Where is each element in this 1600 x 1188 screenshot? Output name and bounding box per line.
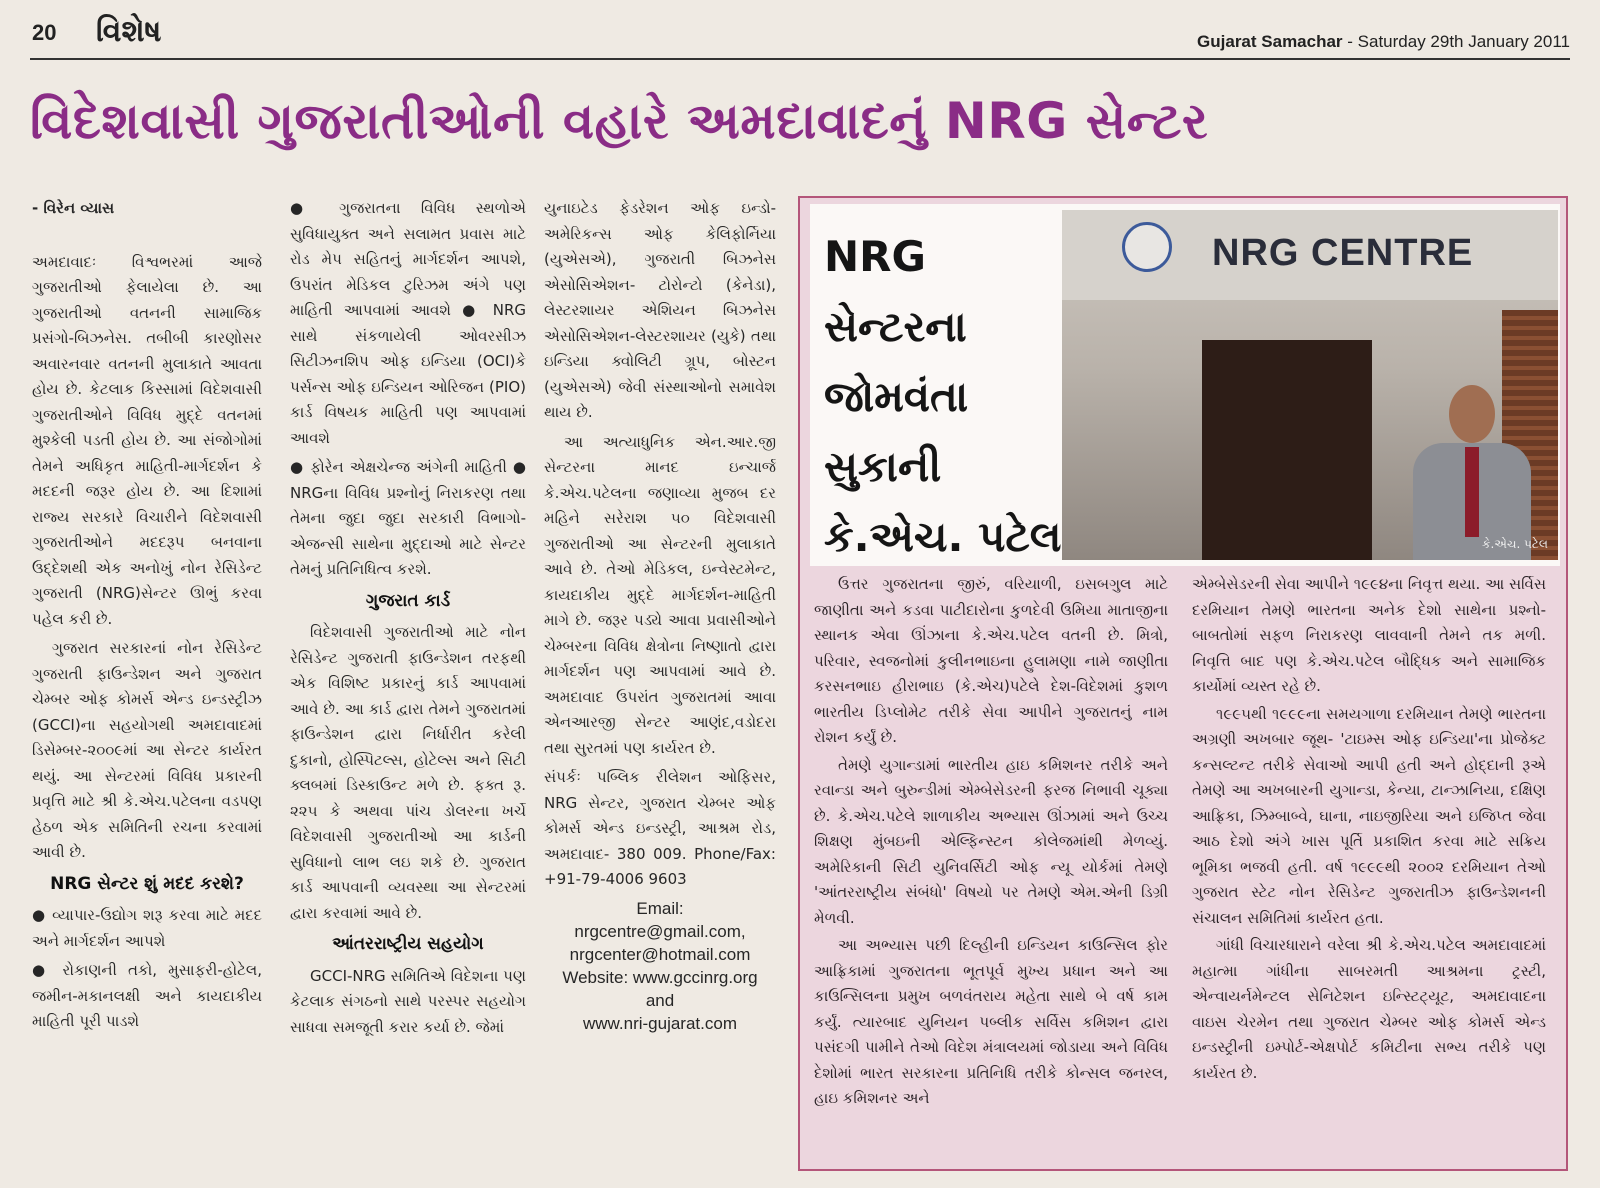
website-link[interactable]: Website: www.gccinrg.org [562,967,758,987]
feature-paragraph: તેમણે યુગાન્ડામાં ભારતીય હાઇ કમિશનર તરીકે અને રવાન્ડા અને બુરુન્ડીમાં એમ્બેસેડરની ફરજ નિભાવી ચૂક્યા છે. કે.એચ.પટેલે શાળાકીય અભ્યાસ ઊંઝામાં અને ઉચ્ચ શિક્ષણ મુંબઇની એલ્ફિન્સ્ટન કોલેજમાંથી મેળવ્યું. અમેરિકાની સિટી યુનિવર્સિટી ઓફ ન્યૂ યોર્કમાં તેમણે 'આંતરરાષ્ટ્રીય સંબંધો' વિષયો પર તેમણે એમ.એની ડિગ્રી મેળવી. [814,755,1168,927]
paper-name: Gujarat Samachar [1197,32,1343,51]
header-rule [30,58,1570,60]
portrait-photo [1062,210,1558,560]
article-paragraph: યુનાઇટેડ ફેડરેશન ઓફ ઇન્ડો-અમેરિકન્સ ઓફ કેલિફોર્નિયા (યુએસએ), ગુજરાતી બિઝનેસ એસોસિએશન- ટોરોન્ટો (કેનેડા), લેસ્ટરશાયર એશિયન બિઝનેસ એસોસિએશન-લેસ્ટરશાયર (યુકે) તથા ઇન્ડિયા ક્વોલિટી ગ્રૂપ, બોસ્ટન (યુએસએ) જેવી સંસ્થાઓનો સમાવેશ થાય છે. [544,199,776,421]
feature-title-line: સેન્ટરના [824,302,967,351]
subheading: ગુજરાત કાર્ડ [365,590,451,611]
photo-caption: કે.એચ. પટેલ [1481,537,1548,551]
feature-column-1 [814,572,1168,1164]
article-paragraph: આ અત્યાધુનિક એન.આર.જી સેન્ટરના માનદ ઇન્ચાર્જ કે.એચ.પટેલના જણાવ્યા મુજબ દર મહિને સરેરાશ ૫૦ વિદેશવાસી ગુજરાતીઓ આ સેન્ટરની મુલાકાતે આવે છે. તેઓ મેડિકલ, ઇન્વેસ્ટમેન્ટ, કાયદાકીય મુદ્દે માર્ગદર્શન-માહિતી માગે છે. જરૂર પડ્યે આવા પ્રવાસીઓને ચેમ્બરના વિવિધ ક્ષેત્રોના નિષ્ણાતો દ્વારા માર્ગદર્શન પણ આપવામાં આવે છે. અમદાવાદ ઉપરાંત ગુજરાતમાં આવા એનઆરજી સેન્ટર આણંદ,વડોદરા તથા સુરતમાં પણ કાર્યરત છે. [544,432,776,757]
issue-date: - Saturday 29th January 2011 [1342,32,1570,51]
feature-title-line: NRG [824,232,926,281]
feature-box [798,196,1568,1171]
logo-icon [1122,222,1172,272]
person-head [1449,385,1495,443]
bullet-item: ● ગુજરાતના વિવિધ સ્થળોએ સુવિધાયુક્ત અને સલામત પ્રવાસ માટે રોડ મેપ સહિતનું માર્ગદર્શન આપશે, ઉપરાંત મેડિકલ ટુરિઝમ અંગે પણ માહિતી આપવામાં આવશે ● NRG સાથે સંકળાયેલી ઓવરસીઝ સિટીઝનશિપ ઓફ ઇન્ડિયા (OCI)કે પર્સન્સ ઓફ ઇન્ડિયન ઓરિજન (PIO) કાર્ડ વિષયક માહિતી પણ આપવામાં આવશે [290,199,526,447]
person-figure [1407,385,1537,560]
website-link[interactable]: www.nri-gujarat.com [583,1013,737,1033]
email-link[interactable]: nrgcentre@gmail.com, [574,921,746,941]
feature-paragraph: ઉત્તર ગુજરાતના જીરું, વરિયાળી, ઇસબગુલ માટે જાણીતા અને કડવા પાટીદારોના કુળદેવી ઉમિયા માતાજીના સ્થાનક એવા ઊંઝાના કે.એચ.પટેલ વતની છે. મિત્રો, પરિવાર, સ્વજનોમાં કુલીનભાઇના હુલામણા નામે જાણીતા કરસનભાઇ હીરાભાઇ (કે.એચ)પટેલે દેશ-વિદેશમાં કુશળ ભારતીય ડિપ્લોમેટ તરીકે સેવા આપીને ગુજરાતનું નામ રોશન કર્યું છે. [814,575,1168,746]
bullet-item: ● વ્યાપાર-ઉદ્યોગ શરૂ કરવા માટે મદદ અને માર્ગદર્શન આપશે [32,906,262,950]
column-2 [290,196,526,1171]
article-paragraph: વિદેશવાસી ગુજરાતીઓ માટે નોન રેસિડેન્ટ ગુજરાતી ફાઉન્ડેશન તરફથી એક વિશિષ્ટ પ્રકારનું કાર્ડ આપવામાં આવે છે. આ કાર્ડ દ્વારા તેમને ગુજરાતમાં ફાઉન્ડેશન દ્વારા નિર્ધારીત કરેલી દુકાનો, હોસ્પિટલ્સ, હોટેલ્સ અને સિટી ક્લબમાં ડિસ્કાઉન્ટ મળે છે. ફક્ત રૂ. ૨૨૫ કે અથવા પાંચ ડોલરના ખર્ચે વિદેશવાસી ગુજરાતીઓ આ કાર્ડની સુવિધાનો લાભ લઇ શકે છે. ગુજરાત કાર્ડ આપવાની વ્યવસ્થા આ સેન્ટરમાં દ્વારા કરવામાં આવે છે. [290,623,526,922]
section-title: વિશેષ [96,14,162,49]
article-paragraph: ગુજરાત સરકારનાં નોન રેસિડેન્ટ ગુજરાતી ફાઉન્ડેશન અને ગુજરાત ચેમ્બર ઓફ કોમર્સ એન્ડ ઇન્ડસ્ટ્રીઝ (GCCI)ના સહયોગથી અમદાવાદમાં ડિસેમ્બર-૨૦૦૯માં આ સેન્ટર કાર્યરત થયું. આ સેન્ટરમાં વિવિધ પ્રકારની પ્રવૃત્તિ માટે શ્રી કે.એચ.પટેલના વડપણ હેઠળ એક સમિતિની રચના કરવામાં આવી છે. [32,639,262,861]
feature-title [824,222,1084,572]
feature-title-line: જોમવંતા [824,372,969,421]
photo-door [1202,340,1372,560]
article-paragraph: અમદાવાદઃ વિશ્વભરમાં આજે ગુજરાતીઓ ફેલાયેલા છે. આ ગુજરાતીઓ વતનની સામાજિક પ્રસંગો-બિઝનેસ. તબીબી કારણોસર અવારનવાર વતનની મુલાકાતે આવતા હોય છે. કેટલાક કિસ્સામાં વિદેશવાસી ગુજરાતીઓને વિવિધ મુદ્દે વતનમાં મુશ્કેલી પડતી હોય છે. આ સંજોગોમાં તેમને અધિકૃત માહિતી-માર્ગદર્શન કે મદદની જરૂર હોય છે. આ દિશામાં રાજ્ય સરકારે વિચારીને વિદેશવાસી ગુજરાતીઓને મદદરૂપ બનવાના ઉદ્દેશથી એક અનોખું નોન રેસિડેન્ટ ગુજરાતી (NRG)સેન્ટર ઊભું કરવા પહેલ કરી છે. [32,252,262,628]
email-label: Email: [636,898,684,918]
contact-and: and [645,990,675,1010]
person-tie [1465,447,1479,537]
feature-title-line: કે.એચ. પટેલ [824,512,1062,561]
column-1 [32,196,262,1171]
feature-header [810,204,1560,566]
bullet-item: ● રોકાણની તકો, મુસાફરી-હોટેલ, જમીન-મકાનલક્ષી અને કાયદાકીય માહિતી પૂરી પાડશે [32,961,262,1030]
contact-paragraph: સંપર્કઃ પબ્લિક રીલેશન ઓફિસર, NRG સેન્ટર, ગુજરાત ચેમ્બર ઓફ કોમર્સ એન્ડ ઇન્ડસ્ટ્રી, આશ્રમ રોડ, અમદાવાદ- 380 009. Phone/Fax: +91-79-4006 9603 [544,768,776,888]
feature-paragraph: ૧૯૯૫થી ૧૯૯૯ના સમયગાળા દરમિયાન તેમણે ભારતના અગ્રણી અખબાર જૂથ- 'ટાઇમ્સ ઓફ ઇન્ડિયા'ના પ્રોજેક્ટ કન્સલ્ટન્ટ તરીકે સેવાઓ આપી હતી અને હોદ્દાની રૂએ તેમણે આ અખબારની યુગાન્ડા, કેન્યા, ટાન્ઝાનિયા, દક્ષિણ આફ્રિકા, ઝિમ્બાબ્વે, ઘાના, નાઇજીરિયા અને ઇજિપ્ત જેવા આઠ દેશો અંગે ખાસ પૂર્તિ પ્રકાશિત કરવા માટે સક્રિય ભૂમિકા ભજવી હતી. વર્ષ ૧૯૯૯થી ૨૦૦૨ દરમિયાન તેઓ ગુજરાત સ્ટેટ નોન રેસિડેન્ટ ગુજરાતીઝ ફાઉન્ડેશનની સંચાલન સમિતિમાં કાર્યરત હતા. [1192,704,1546,927]
page-number: 20 [32,20,57,45]
subheading: NRG સેન્ટર શું મદદ કરશે? [50,873,244,894]
masthead-info [1197,32,1570,52]
feature-paragraph: આ અભ્યાસ પછી દિલ્હીની ઇન્ડિયન કાઉન્સિલ ફોર આફ્રિકામાં ગુજરાતના ભૂતપૂર્વ મુખ્ય પ્રધાન અને આ કાઉન્સિલના પ્રમુખ બળવંતરાય મહેતા સાથે બે વર્ષ કામ કર્યું. ત્યારબાદ યુનિયન પબ્લીક સર્વિસ કમિશન દ્વારા પસંદગી પામીને તેઓ વિદેશ મંત્રાલયમાં જોડાયા અને વિવિધ દેશોમાં ભારત સરકારના પ્રતિનિધિ તરીકે કોન્સલ જનરલ, હાઇ કમિશનર અને [814,936,1168,1107]
contact-block [544,897,776,1035]
article-paragraph: GCCI-NRG સમિતિએ વિદેશના પણ કેટલાક સંગઠનો સાથે પરસ્પર સહયોગ સાધવા સમજૂતી કરાર કર્યા છે. જેમાં [290,966,526,1036]
feature-column-2 [1192,572,1546,1164]
feature-title-line: સુકાની [824,442,942,491]
column-3 [544,196,776,1171]
feature-paragraph: એમ્બેસેડરની સેવા આપીને ૧૯૯૪ના નિવૃત્ત થયા. આ સર્વિસ દરમિયાન તેમણે ભારતના અનેક દેશો સાથેના પ્રશ્નો-બાબતોમાં સફળ નિરાકરણ લાવવાની તેમને તક મળી. નિવૃત્તિ બાદ પણ કે.એચ.પટેલ બૌદ્ધિક અને સામાજિક કાર્યોમાં વ્યસ્ત રહે છે. [1192,575,1546,695]
byline: - વિરેન વ્યાસ [32,199,115,217]
feature-paragraph: ગાંધી વિચારધારાને વરેલા શ્રી કે.એચ.પટેલ અમદાવાદમાં મહાત્મા ગાંધીના સાબરમતી આશ્રમના ટ્રસ્ટી, એન્વાયર્નમેન્ટલ સેનિટેશન ઇન્સ્ટિટ્યૂટ, અમદાવાદના વાઇસ ચેરમેન તથા ગુજરાત ચેમ્બર ઓફ કોમર્સ એન્ડ ઇન્ડસ્ટ્રીની ઇમ્પોર્ટ-એક્ષપોર્ટ કમિટીના સભ્ય તરીકે પણ કાર્યરત છે. [1192,936,1546,1082]
email-link[interactable]: nrgcenter@hotmail.com [569,944,751,964]
subheading: આંતરરાષ્ટ્રીય સહયોગ [332,934,484,954]
photo-sign: NRG CENTRE [1212,232,1474,274]
headline: વિદેશવાસી ગુજરાતીઓની વહારે અમદાવાદનું NRG સેન્ટર [30,92,1209,150]
bullet-item: ● ફોરેન એક્ષચેન્જ અંગેની માહિતી ● NRGના વિવિધ પ્રશ્નોનું નિરાકરણ તથા તેમના જુદા જુદા સરકારી વિભાગો-એજન્સી સાથેના મુદ્દાઓ માટે સેન્ટર તેમનું પ્રતિનિધિત્વ કરશે. [290,458,526,578]
